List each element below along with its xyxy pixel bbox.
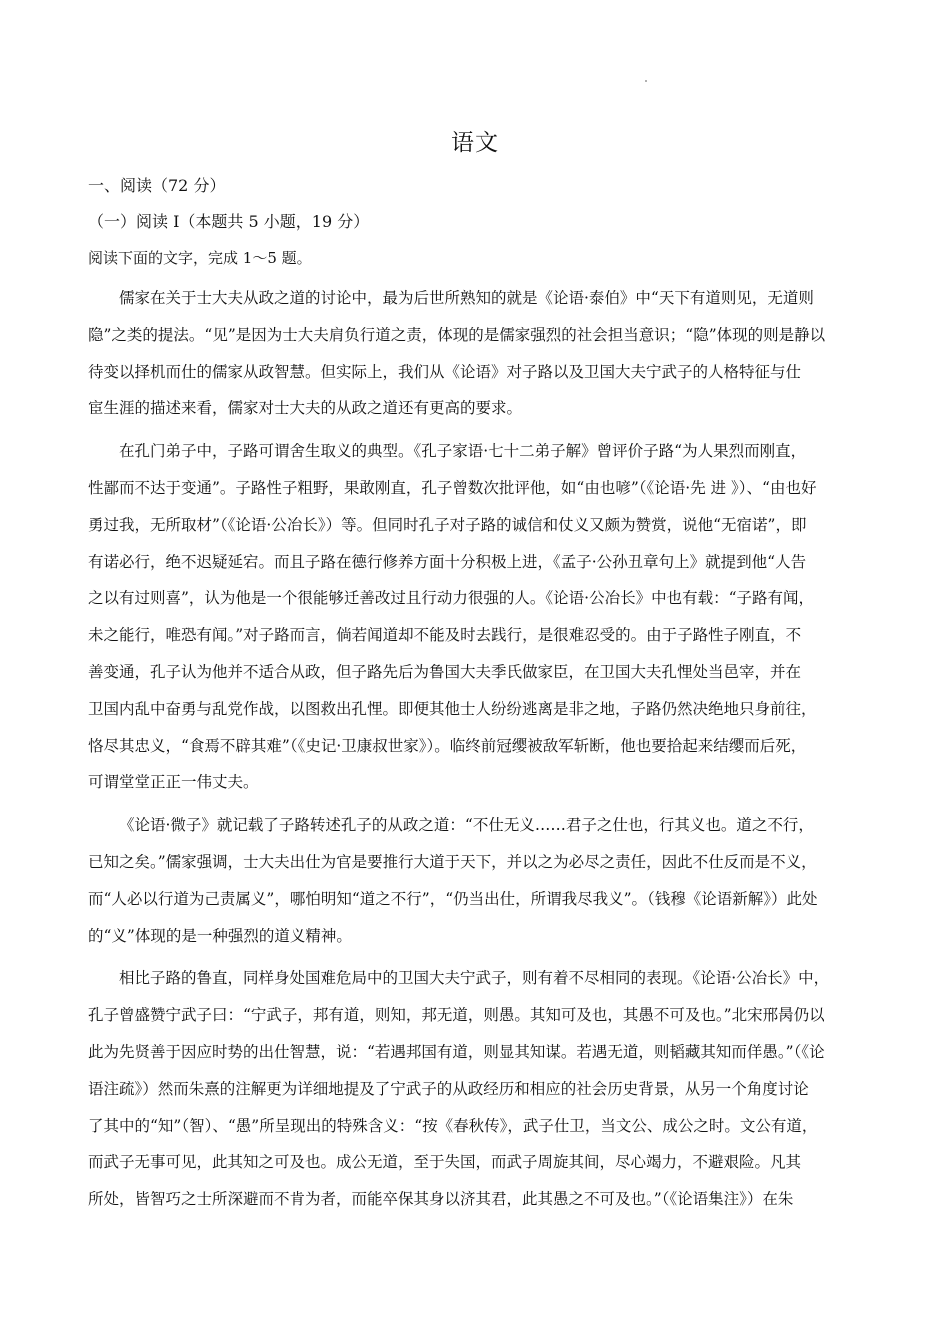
passage-line: 隐”之类的提法。“见”是因为士大夫肩负行道之责，体现的是儒家强烈的社会担当意识；“隐”体现的则是静以 [88,325,826,344]
passage-line: 待变以择机而仕的儒家从政智慧。但实际上，我们从《论语》对子路以及卫国大夫宁武子的人格特征与仕 [88,362,802,381]
page-title: 语文 [451,130,499,156]
passage-line: 孔子曾盛赞宁武子曰：“宁武子，邦有道，则知，邦无道，则愚。其知可及也，其愚不可及也。”北宋邢昺仍以 [88,1006,825,1025]
passage-line: 的“义”体现的是一种强烈的道义精神。 [88,926,352,945]
passage-line: 此为先贤善于因应时势的出仕智慧，说：“若遇邦国有道，则显其知谋。若遇无道，则韬藏其知而佯愚。”（《论 [88,1042,825,1061]
passage-line: 而“人必以行道为己责属义”，哪怕明知“道之不行”，“仍当出仕，所谓我尽我义”。（钱穆《论语新解》）此处 [88,889,818,908]
passage-line: 已知之矣。”儒家强调，士大夫出仕为官是要推行大道于天下，并以之为必尽之责任，因此不仕反而是不义， [88,852,817,871]
passage-line: 之以有过则喜”，认为他是一个很能够迁善改过且行动力很强的人。《论语·公冶长》中也有载：“子路有闻， [88,589,815,608]
passage-line: 恪尽其忠义，“食焉不辟其难”（《史记·卫康叔世家》）。临终前冠缨被敌军斩断，他也要拾起来结缨而后死， [88,736,807,755]
passage-line: 未之能行，唯恐有闻。”对子路而言，倘若闻道却不能及时去践行，是很难忍受的。由于子路性子刚直，不 [88,626,802,645]
passage-line: 了其中的“知”（智）、“愚”所呈现出的特殊含义：“按《春秋传》，武子仕卫，当文公、成公之时。文公有道， [88,1116,818,1135]
section-heading: 一、阅读（72 分） [88,176,226,195]
passage-line: 有诺必行，绝不迟疑延宕。而且子路在德行修养方面十分积极上进，《孟子·公孙丑章句上》就提到他“人告 [88,552,807,571]
passage-line: 儒家在关于士大夫从政之道的讨论中，最为后世所熟知的就是《论语·泰伯》中“天下有道则见，无道则 [119,289,814,307]
passage-line: 勇过我，无所取材”（《论语·公冶长》）等。但同时孔子对子路的诚信和仗义又颇为赞赏，说他“无宿诺”，即 [88,515,807,534]
passage-line: 宦生涯的描述来看，儒家对士大夫的从政之道还有更高的要求。 [88,399,523,418]
passage-line: 《论语·微子》就记载了子路转述孔子的从政之道：“不仕无义……君子之仕也，行其义也。道之不行， [119,816,814,835]
passage-line: 而武子无事可见，此其知之可及也。成公无道，至于失国，而武子周旋其间，尽心竭力，不避艰险。凡其 [88,1153,802,1172]
passage-line: 善变通，孔子认为他并不适合从政，但子路先后为鲁国大夫季氏做家臣，在卫国大夫孔悝处当邑宰，并在 [88,662,802,681]
passage-line: 卫国内乱中奋勇与乱党作战，以图救出孔悝。即便其他士人纷纷逃离是非之地，子路仍然决绝地只身前往， [88,699,817,718]
scan-speck [645,80,647,82]
passage-line: 语注疏》）然而朱熹的注解更为详细地提及了宁武子的从政经历和相应的社会历史背景，从另一个角度讨论 [88,1079,809,1098]
passage-line: 性鄙而不达于变通”。子路性子粗野，果敢刚直，孔子曾数次批评他，如“由也喭”（《论语·先 进 》）、“由也好 [88,478,817,497]
passage-line: 相比子路的鲁直，同样身处国难危局中的卫国大夫宁武子，则有着不尽相同的表现。《论语·公冶长》中， [119,969,830,988]
passage-body [88,286,943,1224]
passage-line: 在孔门弟子中，子路可谓舍生取义的典型。《孔子家语·七十二弟子解》曾评价子路“为人果烈而刚直， [119,442,807,461]
passage-line: 所处，皆智巧之士所深避而不肯为者，而能卒保其身以济其君，此其愚之不可及也。”（《论语集注》）在朱 [88,1190,794,1209]
instruction-text: 阅读下面的文字，完成 1～5 题。 [88,249,312,267]
passage-line: 可谓堂堂正正一伟丈夫。 [88,773,259,792]
subsection-heading: （一）阅读 I（本题共 5 小题，19 分） [88,212,370,231]
